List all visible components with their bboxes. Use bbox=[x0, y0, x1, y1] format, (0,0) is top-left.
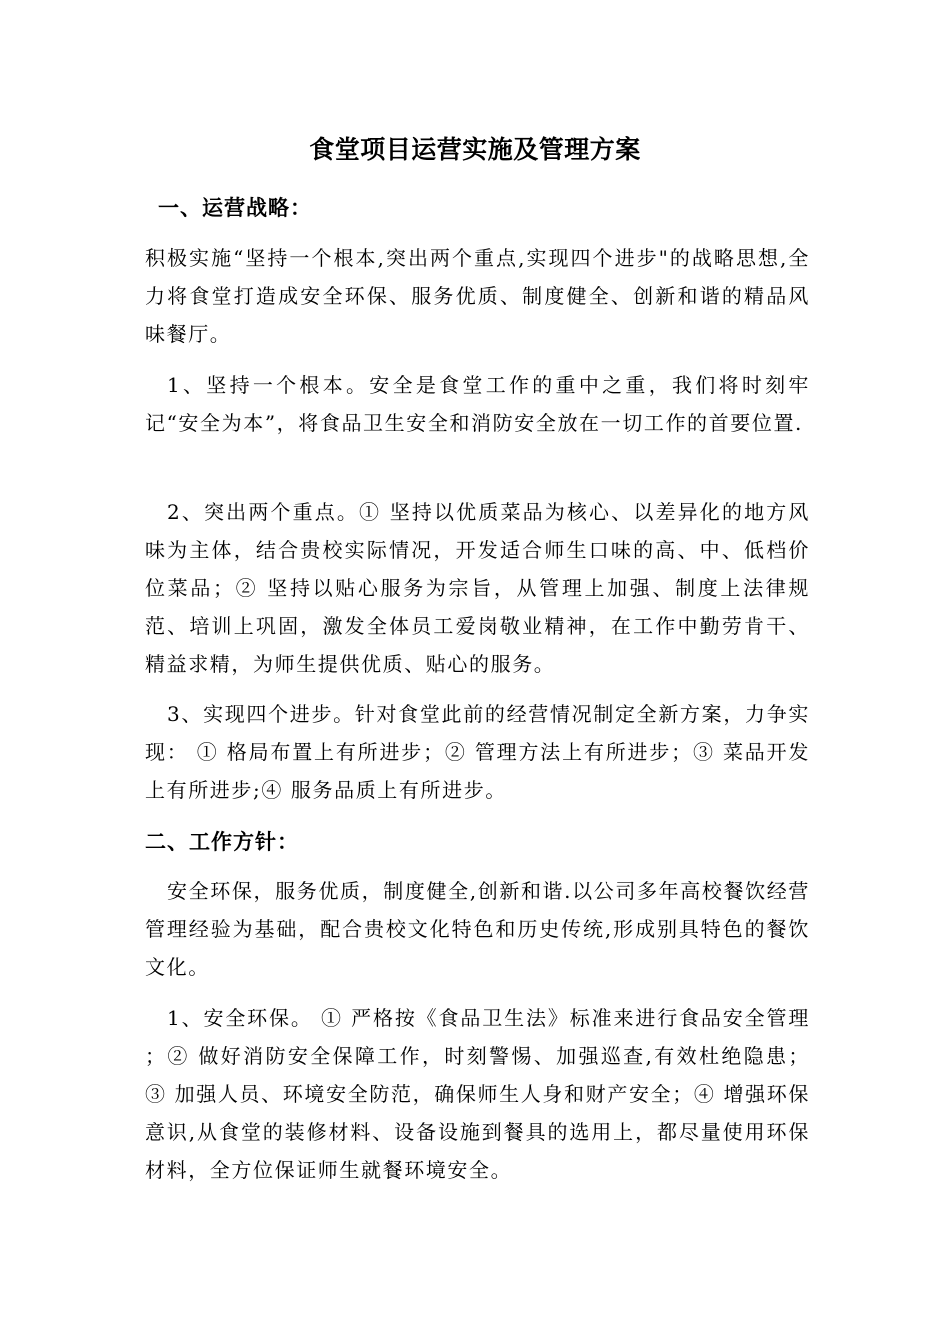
paragraph-policy-intro: 安全环保，服务优质，制度健全,创新和谐.以公司多年高校餐饮经营管理经验为基础，配合贵校文化特色和历史传统,形成别具特色的餐饮文化。 bbox=[145, 879, 810, 979]
paragraph-strategy-item-2: 2、突出两个重点。① 坚持以优质菜品为核心、以差异化的地方风味为主体，结合贵校实际情况，开发适合师生口味的高、中、低档价位菜品；② 坚持以贴心服务为宗旨，从管理上加强、制度上法律规范、培训上巩固，激发全体员工爱岗敬业精神，在工作中勤劳肯干、精益求精，为师生提供优质、贴心的服务。 bbox=[145, 500, 810, 676]
paragraph-strategy-intro: 积极实施“坚持一个根本,突出两个重点,实现四个进步"的战略思想,全力将食堂打造成安全环保、服务优质、制度健全、创新和谐的精品风味餐厅。 bbox=[145, 246, 810, 346]
document-title: 食堂项目运营实施及管理方案 bbox=[309, 135, 641, 164]
paragraph-policy-item-1: 1、安全环保。 ① 严格按《食品卫生法》标准来进行食品安全管理 ；② 做好消防安全保障工作，时刻警惕、加强巡查,有效杜绝隐患； ③ 加强人员、环境安全防范，确保师生人身和财产安全；④ 增强环保意识,从食堂的装修材料、设备设施到餐具的选用上，都尽量使用环保材料，全方位保证师生就餐环境安全。 bbox=[145, 1006, 810, 1182]
section-heading-work-policy: 二、工作方针： bbox=[145, 830, 299, 854]
section-heading-operation-strategy: 一、运营战略： bbox=[158, 196, 312, 220]
paragraph-strategy-item-1: 1、坚持一个根本。安全是食堂工作的重中之重，我们将时刻牢记“安全为本”，将食品卫生安全和消防安全放在一切工作的首要位置. bbox=[145, 373, 810, 435]
paragraph-strategy-item-3: 3、实现四个进步。针对食堂此前的经营情况制定全新方案，力争实现： ① 格局布置上有所进步；② 管理方法上有所进步；③ 菜品开发上有所进步;④ 服务品质上有所进步。 bbox=[145, 702, 810, 802]
